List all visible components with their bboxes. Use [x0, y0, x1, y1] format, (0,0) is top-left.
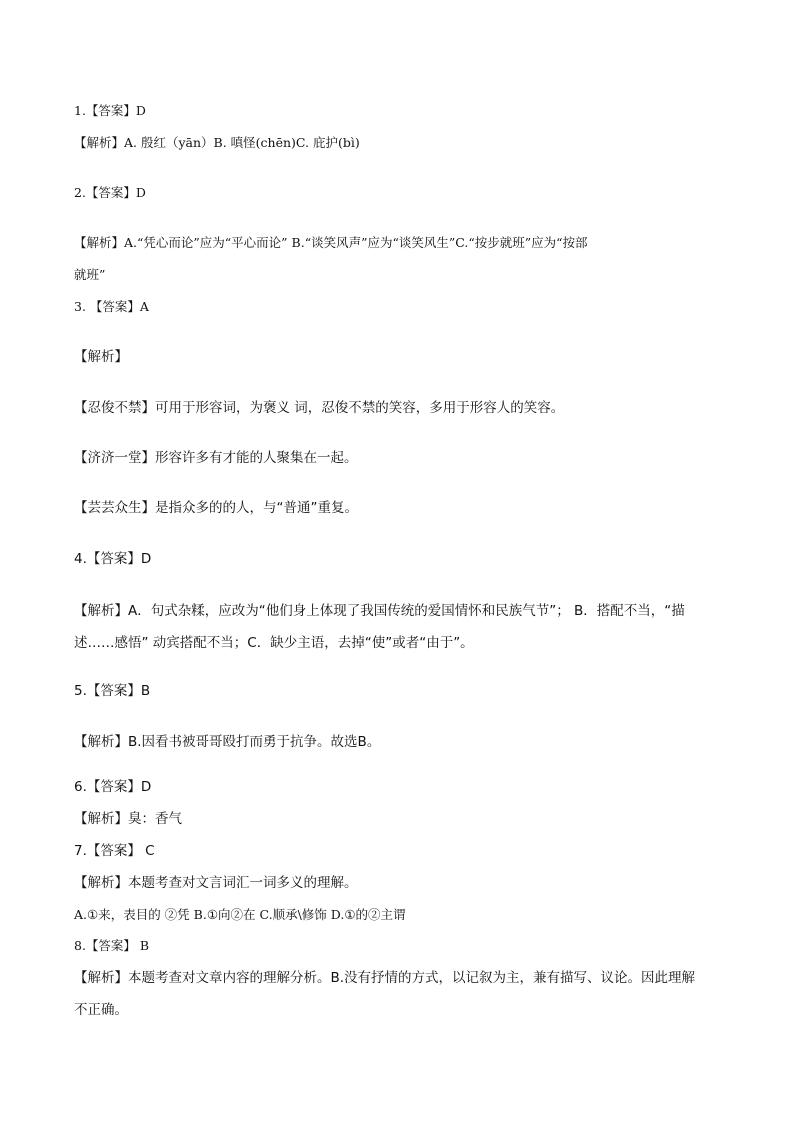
q7-options: A.①来，表目的 ②凭 B.①向②在 C.顺承\修饰 D.①的②主谓 [74, 907, 406, 922]
q7-answer: 7.【答案】 C [74, 843, 155, 859]
q4-explanation-line1: 【解析】A．句式杂糅，应改为“他们身上体现了我国传统的爱国情怀和民族气节”； B．搭配不当，“描 [74, 603, 685, 619]
q3-answer: 3. 【答案】A [74, 299, 149, 314]
q5-explanation: 【解析】B.因看书被哥哥殴打而勇于抗争。故选B。 [74, 734, 381, 750]
q6-answer: 6.【答案】D [74, 779, 152, 795]
q2-explanation-line1: 【解析】A.“凭心而论”应为“平心而论” B.“谈笑风声”应为“谈笑风生”C.“按步就班”应为“按部 [74, 235, 588, 250]
q6-explanation: 【解析】臭：香气 [74, 811, 182, 827]
q2-answer: 2.【答案】D [74, 185, 146, 200]
q4-answer: 4.【答案】D [74, 551, 152, 567]
q8-explanation-line2: 不正确。 [74, 1002, 128, 1018]
q1-answer: 1.【答案】D [74, 103, 146, 118]
q3-idiom-1: 【忍俊不禁】可用于形容词，为褒义 词，忍俊不禁的笑容，多用于形容人的笑容。 [74, 400, 565, 416]
q7-explanation: 【解析】本题考查对文言词汇一词多义的理解。 [74, 875, 358, 891]
q1-explanation: 【解析】A. 殷红（yān）B. 嗔怪(chēn)C. 庇护(bì) [74, 135, 360, 150]
q3-idiom-2: 【济济一堂】形容许多有才能的人聚集在一起。 [74, 450, 358, 466]
q2-explanation-line2: 就班” [74, 267, 106, 282]
q4-explanation-line2: 述……感悟” 动宾搭配不当；C．缺少主语，去掉“使”或者“由于”。 [74, 635, 474, 651]
q8-answer: 8.【答案】 B [74, 938, 150, 953]
q5-answer: 5.【答案】B [74, 683, 151, 699]
q3-idiom-3: 【芸芸众生】是指众多的的人，与“普通”重复。 [74, 500, 358, 516]
q8-explanation-line1: 【解析】本题考查对文章内容的理解分析。B.没有抒情的方式，以记叙为主，兼有描写、议论。因此理解 [74, 970, 696, 986]
q3-explanation-heading: 【解析】 [74, 349, 128, 365]
